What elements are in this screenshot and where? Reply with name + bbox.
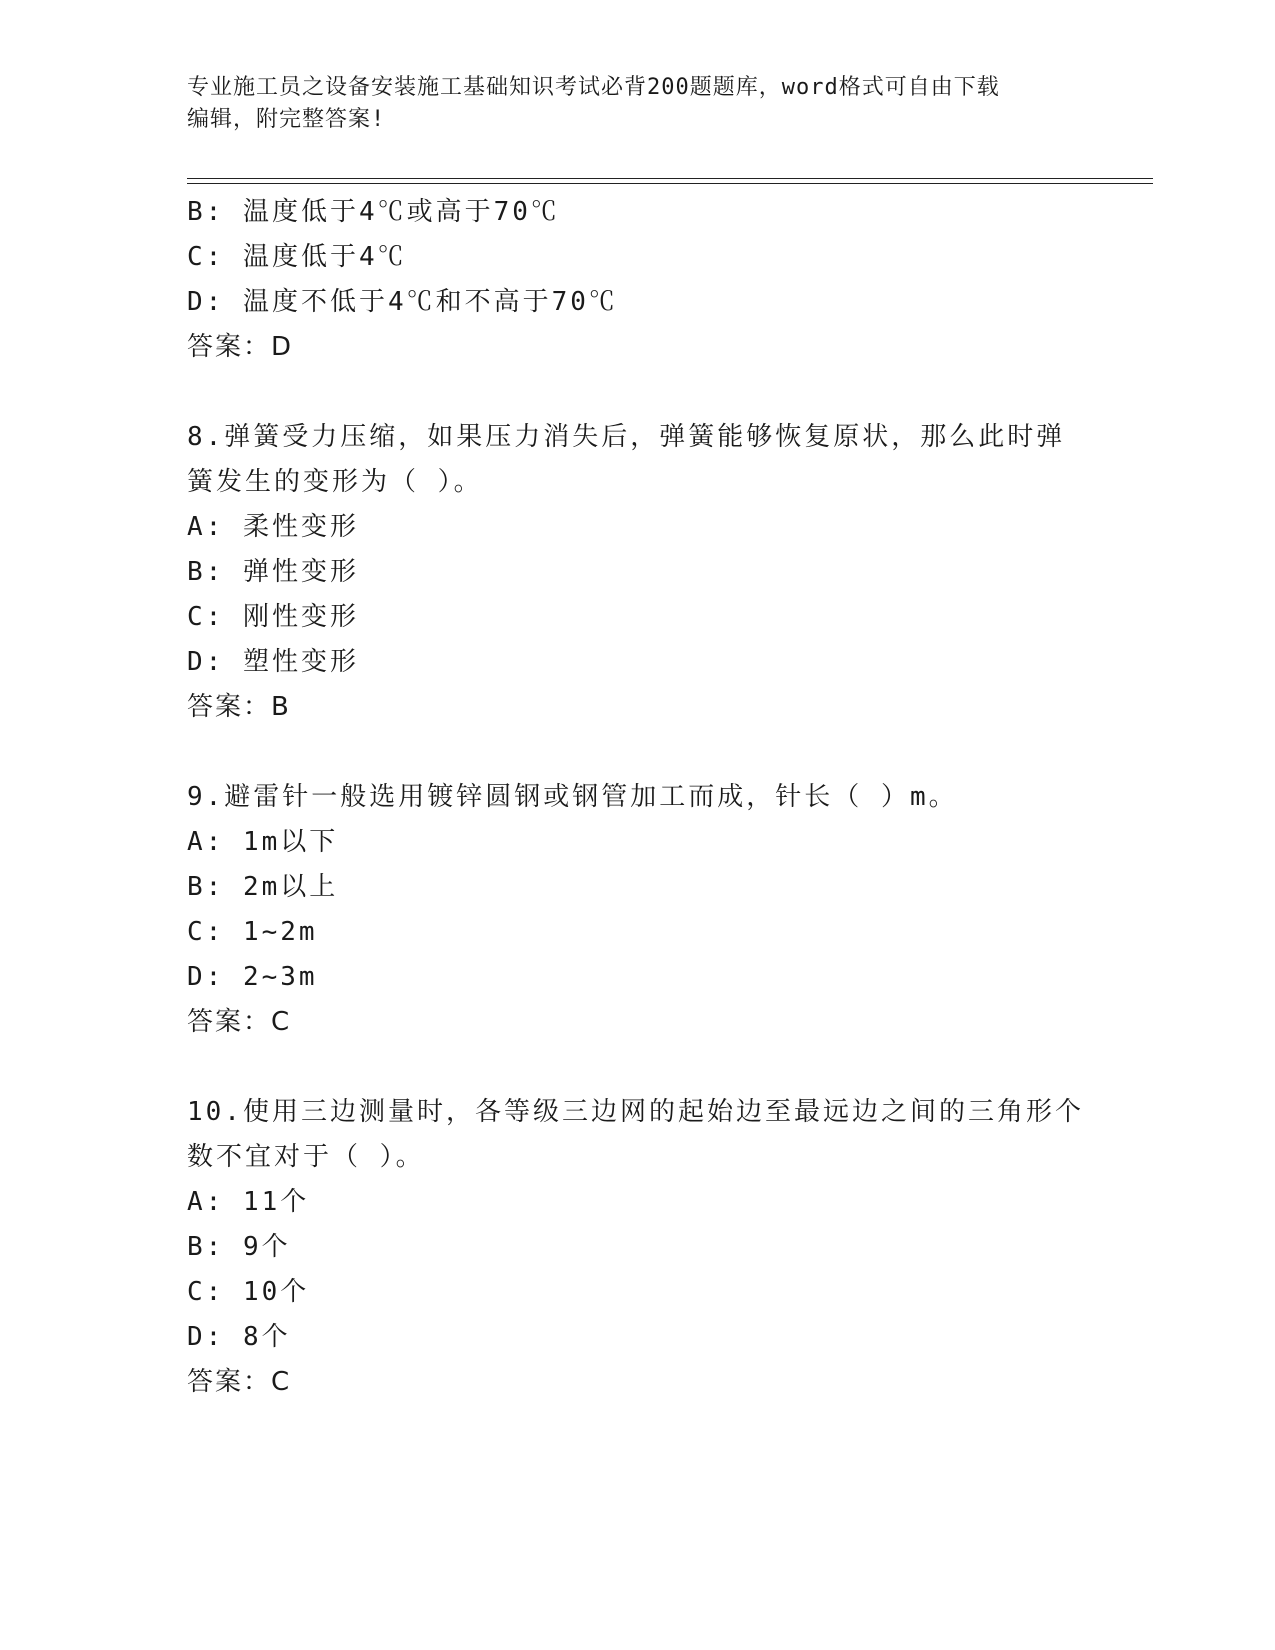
q7-answer: 答案：D: [187, 332, 294, 362]
header-title-line-1: 专业施工员之设备安装施工基础知识考试必背200题题库，word格式可自由下载: [187, 75, 1000, 100]
spacer: [187, 730, 1087, 775]
q10-stem-line-1: 10.使用三边测量时，各等级三边网的起始边至最远边之间的三角形个: [187, 1097, 1084, 1127]
q9-option-c: C: 1~2m: [187, 917, 318, 947]
q9-stem-line-1: 9.避雷针一般选用镀锌圆钢或钢管加工而成，针长（ ）m。: [187, 782, 958, 812]
question-10: [187, 1090, 1087, 1405]
q8-stem-line-1: 8.弹簧受力压缩，如果压力消失后，弹簧能够恢复原状，那么此时弹: [187, 422, 1066, 452]
q8-option-b: B: 弹性变形: [187, 557, 359, 587]
question-list: [187, 190, 1087, 1405]
header-title-line-2: 编辑，附完整答案!: [187, 107, 386, 132]
q10-option-a: A: 11个: [187, 1187, 310, 1217]
q8-answer: 答案：B: [187, 692, 291, 722]
q8-option-a: A: 柔性变形: [187, 512, 359, 542]
q10-answer: 答案：C: [187, 1367, 292, 1397]
q9-answer: 答案：C: [187, 1007, 292, 1037]
q9-option-a: A: 1m以下: [187, 827, 339, 857]
header-divider: [187, 178, 1153, 184]
q8-stem-line-2: 簧发生的变形为（ ）。: [187, 467, 483, 497]
q7-option-b: B: 温度低于4℃或高于70℃: [187, 197, 560, 227]
question-8: [187, 415, 1087, 730]
q10-option-c: C: 10个: [187, 1277, 310, 1307]
spacer: [187, 1045, 1087, 1090]
question-7: [187, 190, 1087, 370]
question-9: [187, 775, 1087, 1045]
spacer: [187, 370, 1087, 415]
q10-stem-line-2: 数不宜对于（ ）。: [187, 1142, 425, 1172]
q7-option-d: D: 温度不低于4℃和不高于70℃: [187, 287, 618, 317]
q7-option-c: C: 温度低于4℃: [187, 242, 407, 272]
q9-option-d: D: 2~3m: [187, 962, 318, 992]
q10-option-d: D: 8个: [187, 1322, 291, 1352]
q10-option-b: B: 9个: [187, 1232, 291, 1262]
q8-option-d: D: 塑性变形: [187, 647, 359, 677]
q9-option-b: B: 2m以上: [187, 872, 339, 902]
q8-option-c: C: 刚性变形: [187, 602, 359, 632]
document-header: [187, 72, 1087, 136]
